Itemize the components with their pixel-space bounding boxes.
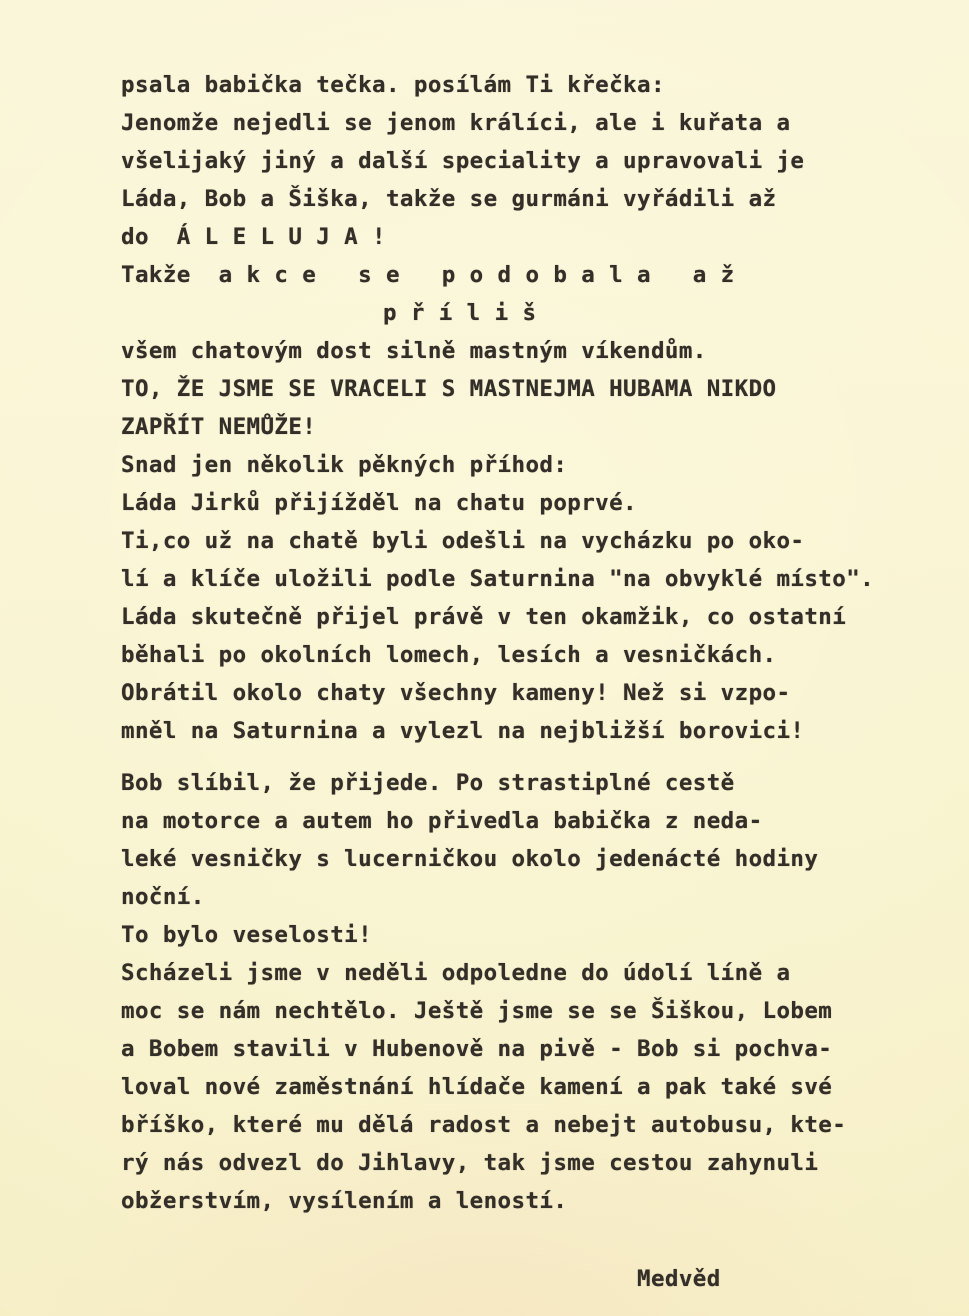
- text-line: Láda skutečně přijel právě v ten okamžik, co ostatní: [121, 604, 847, 630]
- text-line: všem chatovým dost silně mastným víkendům.: [121, 338, 707, 364]
- text-line: obžerstvím, vysílením a leností.: [121, 1188, 568, 1214]
- text-line: moc se nám nechtělo. Ještě jsme se se Šiškou, Lobem: [121, 998, 833, 1024]
- text-line: a Bobem stavili v Hubenově na pivě - Bob si pochva-: [121, 1036, 833, 1062]
- text-line: psala babička tečka. posílám Ti křečka:: [121, 72, 665, 98]
- text-line: Takže a k c e s e p o d o b a l a a ž: [121, 262, 735, 288]
- text-line: všelijaký jiný a další speciality a upravovali je: [121, 148, 805, 174]
- text-line: loval nové zaměstnání hlídače kamení a pak také své: [121, 1074, 833, 1100]
- text-line: Jenomže nejedli se jenom králíci, ale i kuřata a: [121, 110, 791, 136]
- text-line: lí a klíče uložili podle Saturnina "na obvyklé místo".: [121, 566, 875, 592]
- text-line: bříško, které mu dělá radost a nebejt autobusu, kte-: [121, 1112, 847, 1138]
- text-line: běhali po okolních lomech, lesích a vesničkách.: [121, 642, 777, 668]
- text-line: noční.: [121, 884, 205, 910]
- text-line: Scházeli jsme v neděli odpoledne do údolí líně a: [121, 960, 791, 986]
- text-line: ZAPŘÍT NEMŮŽE!: [121, 414, 317, 440]
- signature-line: Medvěd: [637, 1266, 721, 1292]
- text-line: do Á L E L U J A !: [121, 224, 386, 250]
- text-line: Obrátil okolo chaty všechny kameny! Než si vzpo-: [121, 680, 791, 706]
- text-line: p ř í l i š: [383, 300, 537, 326]
- text-line: rý nás odvezl do Jihlavy, tak jsme cestou zahynuli: [121, 1150, 819, 1176]
- text-line: Láda Jirků přijížděl na chatu poprvé.: [121, 490, 638, 516]
- text-line: Ti,co už na chatě byli odešli na vycházku po oko-: [121, 528, 805, 554]
- text-line: na motorce a autem ho přivedla babička z neda-: [121, 808, 763, 834]
- text-line: To bylo veselosti!: [121, 922, 373, 948]
- text-line: Láda, Bob a Šiška, takže se gurmáni vyřádili až: [121, 186, 777, 212]
- text-line: TO, ŽE JSME SE VRACELI S MASTNEJMA HUBAMA NIKDO: [121, 376, 777, 402]
- text-line: leké vesničky s lucerničkou okolo jedenácté hodiny: [121, 846, 819, 872]
- text-line: mněl na Saturnina a vylezl na nejbližší borovici!: [121, 718, 805, 744]
- text-line: Bob slíbil, že přijede. Po strastiplné cestě: [121, 770, 735, 796]
- text-line: Snad jen několik pěkných příhod:: [121, 452, 568, 478]
